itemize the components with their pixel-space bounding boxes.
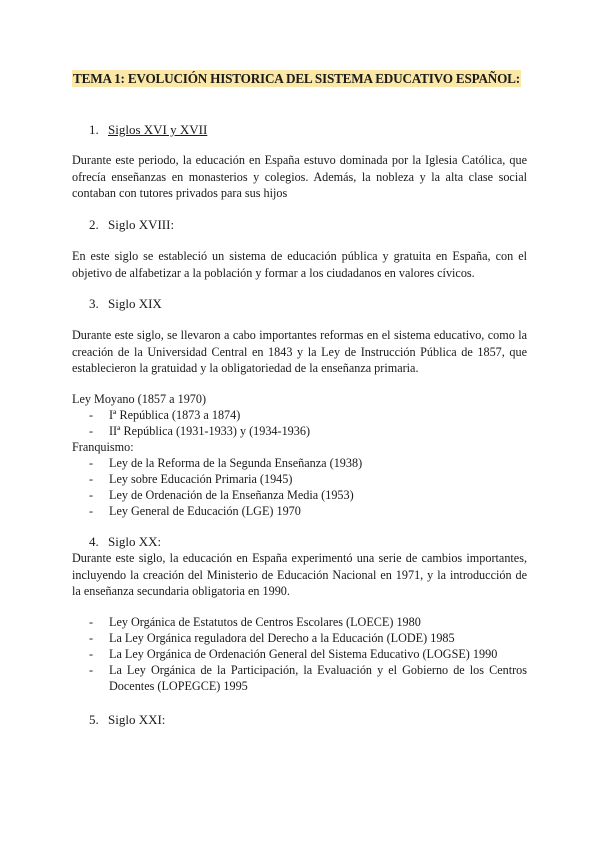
dash-bullet: - [89, 663, 94, 677]
franquismo-list [72, 455, 527, 519]
section-number: 2. [89, 217, 99, 232]
dash-bullet: - [89, 504, 94, 518]
siglo-xx-laws-list [72, 614, 527, 694]
dash-bullet: - [89, 631, 94, 645]
franquismo-label: Franquismo: [72, 440, 134, 454]
list-item: - Ley Orgánica de Estatutos de Centros Escolares (LOECE) 1980 [89, 615, 421, 629]
section-paragraph-1: Durante este periodo, la educación en España estuvo dominada por la Iglesia Católica, que ofrecía enseñanzas en monasterios y colegios. Además, la nobleza y la alta clase social contaban con tutores privados para sus hijos [72, 153, 527, 201]
section-label: Siglo XIX [108, 296, 162, 311]
dash-bullet: - [89, 408, 94, 422]
section-paragraph-4: Durante este siglo, la educación en España experimentó una serie de cambios importantes, incluyendo la creación del Ministerio de Educación Nacional en 1971, y la introducción de la enseñanza secundaria obligatoria en 1990. [72, 551, 527, 599]
list-item: - Ley General de Educación (LGE) 1970 [89, 504, 301, 518]
section-label: Siglo XXI: [108, 712, 166, 727]
section-heading-4 [89, 534, 161, 550]
section-number: 3. [89, 296, 99, 311]
list-item: - Ley sobre Educación Primaria (1945) [89, 472, 293, 486]
section-heading-2 [89, 217, 174, 233]
list-item: - Ley de Ordenación de la Enseñanza Media (1953) [89, 488, 354, 502]
section-heading-1 [89, 122, 207, 138]
section-label: Siglos XVI y XVII [108, 122, 208, 137]
document-title: TEMA 1: EVOLUCIÓN HISTORICA DEL SISTEMA EDUCATIVO ESPAÑOL: [73, 71, 520, 86]
dash-bullet: - [89, 488, 94, 502]
section-label: Siglo XVIII: [108, 217, 175, 232]
section-number: 1. [89, 122, 99, 137]
list-item: - La Ley Orgánica de la Participación, la Evaluación y el Gobierno de los Centros Docentes (LOPEGCE) 1995 [89, 663, 527, 693]
dash-bullet: - [89, 456, 94, 470]
section-number: 5. [89, 712, 99, 727]
list-item: - Ley de la Reforma de la Segunda Enseñanza (1938) [89, 456, 363, 470]
section-paragraph-3: Durante este siglo, se llevaron a cabo importantes reformas en el sistema educativo, como la creación de la Universidad Central en 1843 y la Ley de Instrucción Pública de 1857, que establecieron la gratuidad y la obligatoriedad de la enseñanza primaria. [72, 328, 527, 376]
section-number: 4. [89, 534, 99, 549]
section-heading-5 [89, 712, 165, 728]
dash-bullet: - [89, 472, 94, 486]
list-item: - IIª República (1931-1933) y (1934-1936) [89, 424, 311, 438]
section-paragraph-2: En este siglo se estableció un sistema de educación pública y gratuita en España, con el objetivo de alfabetizar a la población y formar a los ciudadanos en valores cívicos. [72, 249, 527, 280]
ley-moyano-list [72, 407, 527, 439]
list-item: - La Ley Orgánica de Ordenación General del Sistema Educativo (LOGSE) 1990 [89, 647, 498, 661]
dash-bullet: - [89, 615, 94, 629]
list-item: - La Ley Orgánica reguladora del Derecho a la Educación (LODE) 1985 [89, 631, 455, 645]
ley-moyano-label: Ley Moyano (1857 a 1970) [72, 392, 207, 406]
section-label: Siglo XX: [108, 534, 162, 549]
section-heading-3 [89, 296, 162, 312]
dash-bullet: - [89, 424, 94, 438]
dash-bullet: - [89, 647, 94, 661]
list-item: - Iª República (1873 a 1874) [89, 408, 241, 422]
